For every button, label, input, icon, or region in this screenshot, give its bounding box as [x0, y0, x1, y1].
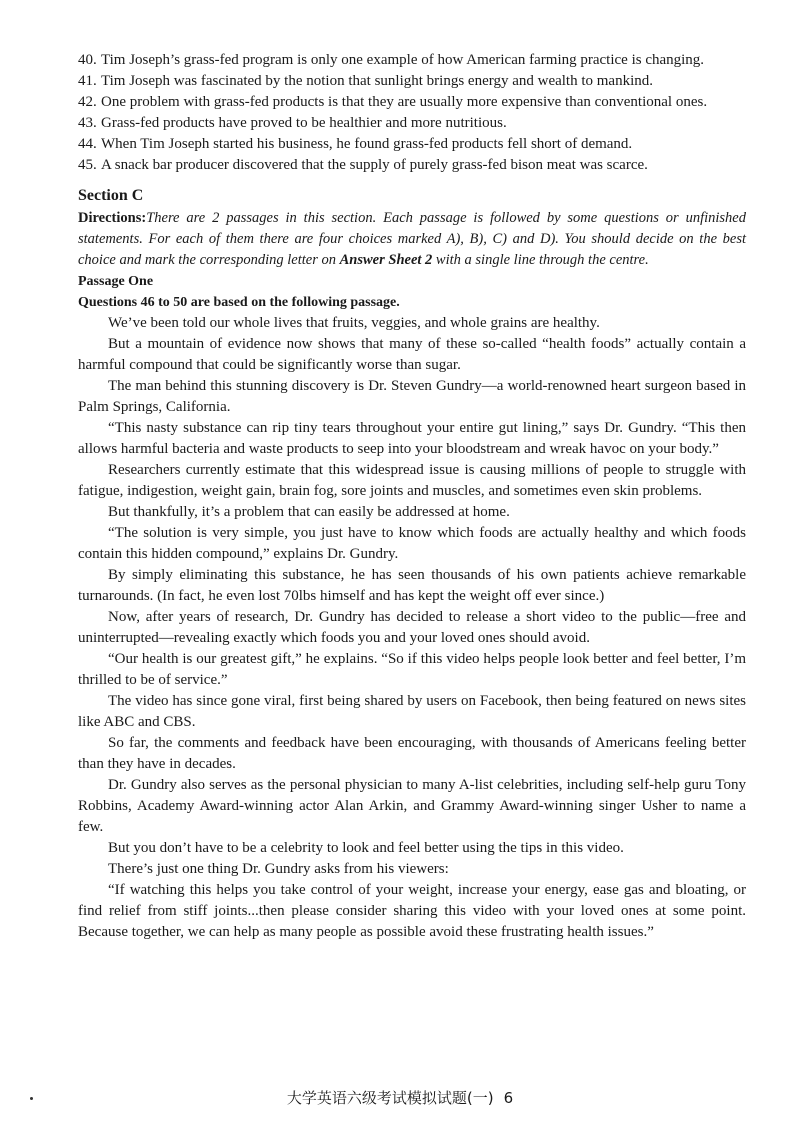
statement-text: One problem with grass-fed products is that they are usually more expensive than conventional ones.	[101, 94, 708, 110]
paragraph: Researchers currently estimate that this widespread issue is causing millions of people to struggle with fatigue, indigestion, weight gain, brain fog, sore joints and muscles, and sometimes even skin problems.	[78, 462, 746, 499]
paragraph: The man behind this stunning discovery is Dr. Steven Gundry—a world-renowned heart surgeon based in Palm Springs, California.	[78, 378, 746, 415]
statement-number: 43.	[78, 115, 97, 131]
statement-text: Tim Joseph’s grass-fed program is only one example of how American farming practice is changing.	[101, 52, 705, 68]
page-number: 6	[503, 1089, 514, 1107]
statement-text: Tim Joseph was fascinated by the notion that sunlight brings energy and wealth to mankind.	[101, 73, 654, 89]
paragraph: But thankfully, it’s a problem that can easily be addressed at home.	[108, 504, 510, 520]
section-title: Section C	[78, 187, 144, 204]
statement-list	[78, 50, 746, 176]
footer-title: 大学英语六级考试模拟试题(一)	[286, 1089, 494, 1107]
directions-text-end: with a single line through the centre.	[432, 252, 649, 268]
paragraph: Now, after years of research, Dr. Gundry has decided to release a short video to the public—free and uninterrupted—revealing exactly which foods you and your loved ones should avoid.	[78, 609, 746, 646]
directions-text: There are 2 passages in this section. Each passage is followed by some questions or unfinished statements. For each of them there are four choices marked A), B), C) and D). You should decide on the best choice and mark the corresponding letter on	[78, 210, 746, 268]
paragraph: So far, the comments and feedback have been encouraging, with thousands of Americans feeling better than they have in decades.	[78, 735, 746, 772]
statement-number: 44.	[78, 136, 97, 152]
statement-number: 40.	[78, 52, 97, 68]
passage-body	[78, 313, 746, 943]
statement-number: 41.	[78, 73, 97, 89]
statement-text: A snack bar producer discovered that the supply of purely grass-fed bison meat was scarce.	[101, 157, 648, 173]
paragraph: The video has since gone viral, first being shared by users on Facebook, then being featured on news sites like ABC and CBS.	[78, 693, 746, 730]
paragraph: By simply eliminating this substance, he has seen thousands of his own patients achieve remarkable turnarounds. (In fact, he even lost 70lbs himself and has kept the weight off ever since.)	[78, 567, 746, 604]
statement-item	[78, 71, 746, 92]
paragraph: We’ve been told our whole lives that fruits, veggies, and whole grains are healthy.	[108, 315, 600, 331]
statement-number: 45.	[78, 157, 97, 173]
directions	[78, 208, 746, 271]
paragraph: “Our health is our greatest gift,” he explains. “So if this video helps people look better and feel better, I’m thrilled to be of service.”	[78, 651, 746, 688]
paragraph: There’s just one thing Dr. Gundry asks from his viewers:	[108, 861, 449, 877]
passage-title: Passage One	[78, 274, 154, 289]
page-content	[78, 50, 746, 943]
page-footer	[0, 1088, 800, 1109]
statement-item	[78, 50, 746, 71]
statement-item	[78, 92, 746, 113]
statement-number: 42.	[78, 94, 97, 110]
statement-text: When Tim Joseph started his business, he found grass-fed products fell short of demand.	[101, 136, 633, 152]
statement-item	[78, 134, 746, 155]
questions-range: Questions 46 to 50 are based on the following passage.	[78, 295, 400, 310]
paragraph: “The solution is very simple, you just have to know which foods are actually healthy and which foods contain this hidden compound,” explains Dr. Gundry.	[78, 525, 746, 562]
statement-item	[78, 155, 746, 176]
paragraph: “If watching this helps you take control of your weight, increase your energy, ease gas and bloating, or find relief from stiff joints...then please consider sharing this video with your loved ones at some point. Because together, we can help as many people as possible avoid these frustrating health issues.”	[78, 882, 746, 940]
statement-text: Grass-fed products have proved to be healthier and more nutritious.	[101, 115, 507, 131]
directions-answer-sheet: Answer Sheet 2	[339, 252, 433, 268]
statement-item	[78, 113, 746, 134]
paragraph: Dr. Gundry also serves as the personal physician to many A-list celebrities, including self-help guru Tony Robbins, Academy Award-winning actor Alan Arkin, and Grammy Award-winning singer Usher to name a few.	[78, 777, 746, 835]
paragraph: “This nasty substance can rip tiny tears throughout your entire gut lining,” says Dr. Gundry. “This then allows harmful bacteria and waste products to seep into your bloodstream and wreak havoc on your body.”	[78, 420, 746, 457]
paragraph: But a mountain of evidence now shows that many of these so-called “health foods” actually contain a harmful compound that could be significantly worse than sugar.	[78, 336, 746, 373]
paragraph: But you don’t have to be a celebrity to look and feel better using the tips in this video.	[108, 840, 624, 856]
directions-label: Directions:	[78, 210, 147, 226]
